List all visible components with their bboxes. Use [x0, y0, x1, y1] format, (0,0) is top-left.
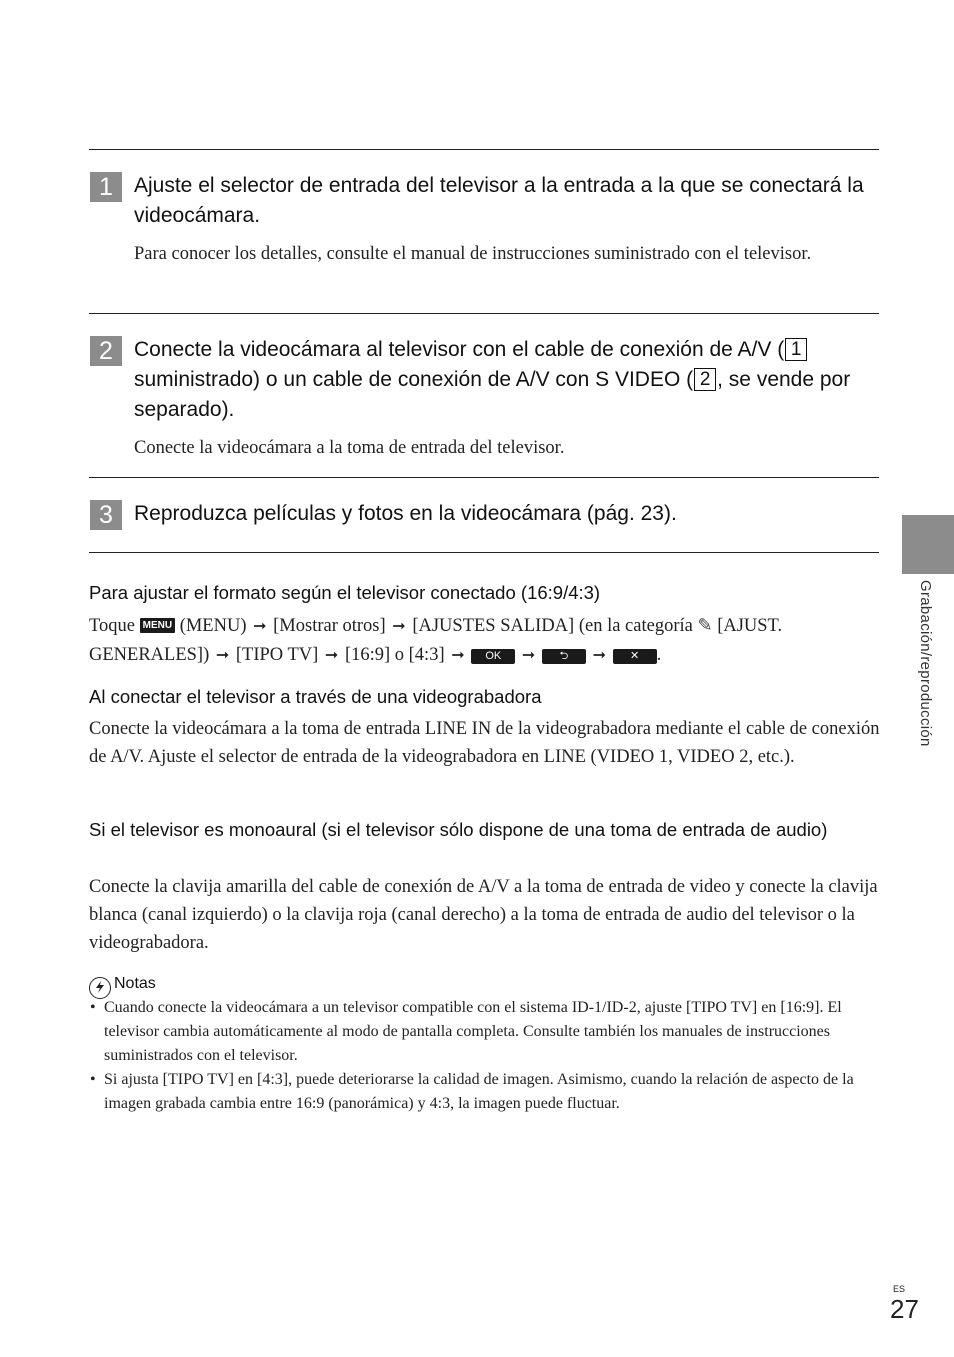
cable-2-marker: 2	[694, 368, 716, 391]
step-2-description: Conecte la videocámara a la toma de entrada del televisor.	[134, 438, 565, 458]
step-2-title	[134, 335, 884, 425]
wrench-icon: ✎	[697, 615, 713, 635]
format-text-2: (MENU)	[175, 616, 252, 636]
ok-button-icon: OK	[471, 649, 515, 664]
notes-heading	[89, 972, 156, 996]
arrow-icon: ➞	[451, 647, 465, 664]
close-button-icon: ✕	[613, 649, 657, 664]
divider-step-2-3	[89, 477, 879, 478]
arrow-icon: ➞	[521, 647, 536, 664]
mono-section-text: Conecte la clavija amarilla del cable de conexión de A/V a la toma de entrada de video y conecte la clavija blanca (canal izquierdo) o la clavija roja (canal derecho) a la toma de entrada de audio del televisor o la videograbadora.	[89, 877, 878, 953]
format-text-8: .	[656, 645, 662, 665]
section-side-tab	[902, 515, 954, 574]
section-side-label: Grabación/reproducción	[917, 580, 934, 747]
note-item: • Si ajusta [TIPO TV] en [4:3], puede deteriorarse la calidad de imagen. Asimismo, cuando la relación de aspecto de la imagen grabada cambia entre 16:9 (panorámica) y 4:3, la imagen puede fluctuar.	[89, 1068, 879, 1116]
format-section-instructions	[89, 611, 884, 670]
step-2-title-part-b: suministrado) o un cable de conexión de A/V con S VIDEO (	[134, 368, 694, 391]
format-text-1: Toque	[89, 616, 140, 636]
step-2-title-part-c: , se vende por separado).	[134, 368, 851, 421]
page-number: 27	[890, 1294, 919, 1324]
arrow-icon: ➞	[324, 647, 339, 664]
vcr-section-heading: Al conectar el televisor a través de una videograbadora	[89, 686, 542, 707]
divider-step-1-2	[89, 313, 879, 314]
format-text-3: [Mostrar otros]	[268, 616, 391, 636]
divider-top	[89, 149, 879, 150]
step-3-title: Reproduzca películas y fotos en la videocámara (pág. 23).	[134, 502, 677, 525]
arrow-icon: ➞	[253, 618, 267, 635]
back-button-icon: ⮌	[542, 649, 586, 664]
divider-bottom	[89, 552, 879, 553]
format-text-6: [TIPO TV]	[231, 645, 323, 665]
mono-section-heading: Si el televisor es monoaural (si el televisor sólo dispone de una toma de entrada de audio)	[89, 819, 828, 840]
step-1-title: Ajuste el selector de entrada del televisor a la entrada a la que se conectará la videocámara.	[134, 174, 864, 227]
cable-1-marker: 1	[785, 338, 807, 361]
step-2-title-part-a: Conecte la videocámara al televisor con el cable de conexión de A/V (	[134, 338, 785, 361]
format-text-4: [AJUSTES SALIDA] (en la categoría	[407, 616, 698, 636]
format-text-5: [AJUST. GENERALES])	[89, 616, 783, 665]
step-1-number: 1	[90, 172, 122, 202]
format-text-7: [16:9] o [4:3]	[340, 645, 450, 665]
page-language: ES	[893, 1284, 906, 1294]
step-1-description: Para conocer los detalles, consulte el manual de instrucciones suministrado con el televisor.	[134, 244, 812, 264]
step-3-number: 3	[90, 500, 122, 530]
step-2-number: 2	[90, 336, 122, 366]
notes-label: Notas	[114, 975, 156, 992]
arrow-icon: ➞	[215, 647, 230, 664]
menu-button-icon: MENU	[140, 618, 175, 633]
vcr-section-text: Conecte la videocámara a la toma de entrada LINE IN de la videograbadora mediante el cable de conexión de A/V. Ajuste el selector de entrada de la videograbadora en LINE (VIDEO 1, VIDEO 2, etc.).	[89, 719, 880, 767]
arrow-icon: ➞	[392, 618, 406, 635]
format-section-heading: Para ajustar el formato según el televisor conectado (16:9/4:3)	[89, 582, 601, 603]
arrow-icon: ➞	[592, 647, 606, 664]
notes-list	[89, 996, 879, 1116]
note-item: • Cuando conecte la videocámara a un televisor compatible con el sistema ID-1/ID-2, ajuste [TIPO TV] en [16:9]. El televisor cambia automáticamente al modo de pantalla completa. Consulte también los manuales de instrucciones suministrados con el televisor.	[89, 996, 879, 1068]
